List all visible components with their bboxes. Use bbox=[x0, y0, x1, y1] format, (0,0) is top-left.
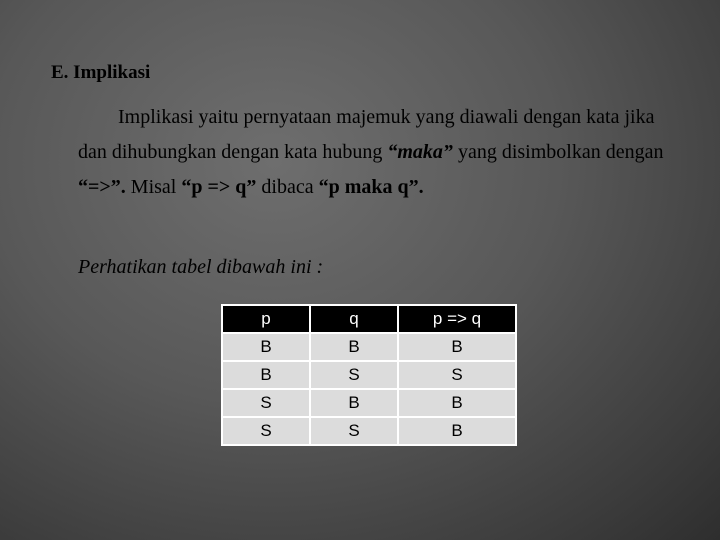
table-cell: B bbox=[398, 389, 516, 417]
table-cell: S bbox=[398, 361, 516, 389]
table-cell: S bbox=[310, 417, 398, 445]
table-cell: B bbox=[398, 333, 516, 361]
header-cell-p: p bbox=[222, 305, 310, 333]
para-text-1: Implikasi yaitu pernyataan majemuk yang diawali dengan kata jika dan dihubungkan dengan kata hubung bbox=[78, 106, 655, 163]
header-cell-implication: p => q bbox=[398, 305, 516, 333]
para-text-7: dibaca bbox=[256, 176, 319, 198]
para-text-5: Misal bbox=[125, 176, 182, 198]
header-cell-q: q bbox=[310, 305, 398, 333]
section-heading: E. Implikasi bbox=[51, 62, 151, 83]
truth-table-header-row bbox=[222, 305, 516, 333]
table-cell: B bbox=[310, 333, 398, 361]
table-cell: B bbox=[222, 361, 310, 389]
table-note: Perhatikan tabel dibawah ini : bbox=[78, 256, 324, 278]
table-cell: B bbox=[398, 417, 516, 445]
table-row bbox=[222, 333, 516, 361]
table-cell: S bbox=[310, 361, 398, 389]
table-row bbox=[222, 361, 516, 389]
truth-table bbox=[221, 304, 517, 446]
para-maka-keyword: “maka” bbox=[387, 141, 453, 163]
para-symbol: “=>”. bbox=[78, 176, 126, 198]
definition-paragraph bbox=[78, 100, 688, 205]
table-cell: S bbox=[222, 417, 310, 445]
table-cell: S bbox=[222, 389, 310, 417]
table-row bbox=[222, 417, 516, 445]
table-row bbox=[222, 389, 516, 417]
table-cell: B bbox=[222, 333, 310, 361]
para-reading: “p maka q”. bbox=[318, 176, 424, 198]
para-example: “p => q” bbox=[181, 176, 257, 198]
para-text-3: yang disimbolkan dengan bbox=[452, 141, 664, 163]
table-cell: B bbox=[310, 389, 398, 417]
